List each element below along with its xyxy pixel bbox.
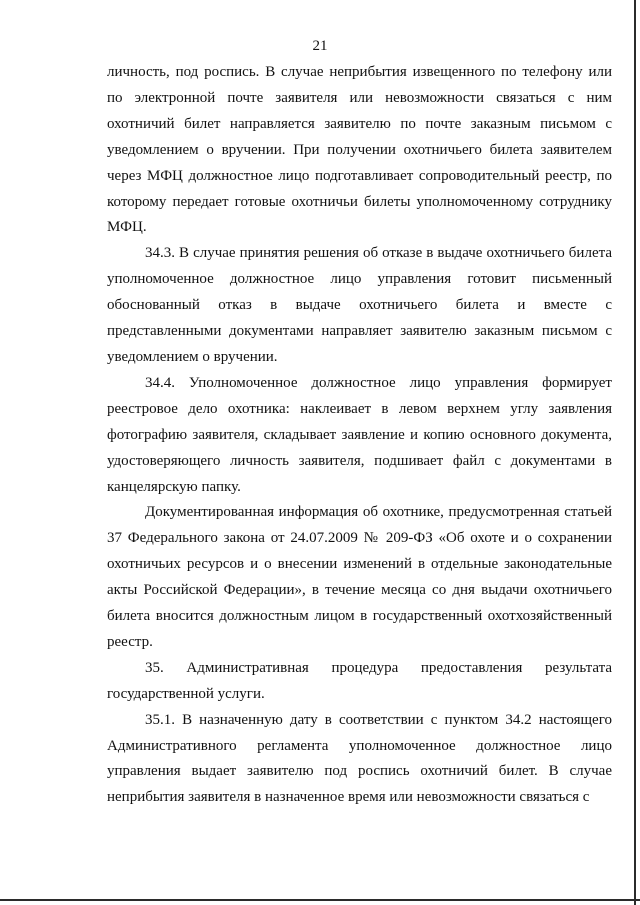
paragraph-34-4: 34.4. Уполномоченное должностное лицо управления формирует реестровое дело охотника: наклеивает в левом верхнем углу заявления фотографию заявителя, складывает заявление и копию основного документа, удостоверяющего личность заявителя, подшивает файл с документами в канцелярскую папку. xyxy=(107,374,612,495)
document-body xyxy=(107,60,612,811)
page-number: 21 xyxy=(312,38,328,54)
paragraph-35-1: 35.1. В назначенную дату в соответствии с пунктом 34.2 настоящего Административного регламента уполномоченное должностное лицо управления выдает заявителю под роспись охотничий билет. В случае неприбытия заявителя в назначенное время или невозможности связаться с xyxy=(107,711,612,806)
paragraph-34-3: 34.3. В случае принятия решения об отказе в выдаче охотничьего билета уполномоченное должностное лицо управления готовит письменный обоснованный отказ в выдаче охотничьего билета и вместе с представленными документами направляет заявителю заказным письмом с уведомлением о вручении. xyxy=(107,245,612,365)
paragraph-documented-info: Документированная информация об охотнике, предусмотренная статьей 37 Федерального закона от 24.07.2009 № 209-ФЗ «Об охоте и о сохранении охотничьих ресурсов и о внесении изменений в отдельные законодательные акты Российской Федерации», в течение месяца со дня выдачи охотничьего билета вносится должностным лицом в государственный охотхозяйственный реестр. xyxy=(107,504,612,650)
scan-border-right xyxy=(634,0,636,905)
paragraph-35: 35. Административная процедура предоставления результата государственной услуги. xyxy=(107,659,612,702)
paragraph-continuation: личность, под роспись. В случае неприбытия извещенного по телефону или по электронной почте заявителя или невозможности связаться с ним охотничий билет направляется заявителю по почте заказным письмом с уведомлением о вручении. При получении охотничьего билета заявителем через МФЦ должностное лицо подготавливает сопроводительный реестр, по которому передает готовые охотничьи билеты уполномоченному сотруднику МФЦ. xyxy=(107,64,612,236)
scan-border-bottom xyxy=(0,899,640,901)
